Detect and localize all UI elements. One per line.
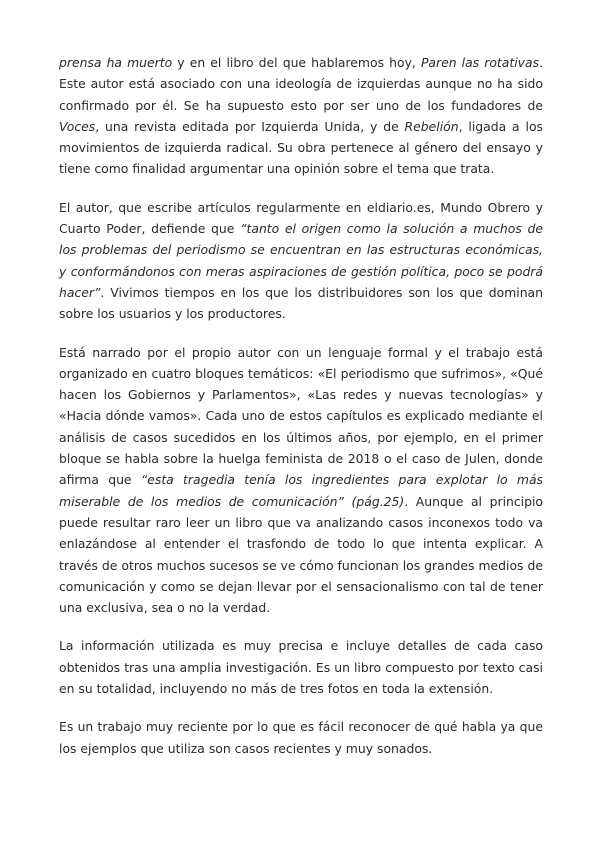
text-segment: , ligada a los movimientos de izquierda radical. Su obra pertenece al género del ensayo y tiene como finalidad argumentar una opinión sobre el tema que trata.	[59, 118, 543, 177]
text-segment: Es un trabajo muy reciente por lo que es fácil reconocer de qué habla ya que los ejemplos que utiliza son casos recientes y muy sonados.	[59, 719, 543, 756]
text-segment: y en el libro del que hablaremos hoy,	[172, 55, 421, 70]
text-segment: Voces	[59, 118, 96, 134]
text-segment: Paren las rotativas	[420, 55, 540, 70]
paragraph-2	[59, 197, 543, 325]
paragraph-3	[59, 342, 543, 619]
text-segment: . Este autor está asociado con una ideología de izquierdas aunque no ha sido confirmado por él. Se ha supuesto esto por ser uno de los fundadores de	[59, 55, 544, 113]
paragraph-4	[59, 635, 543, 699]
paragraph-1	[59, 52, 543, 180]
text-segment: Rebelión	[404, 118, 459, 134]
paragraph-5	[59, 716, 543, 759]
text-segment: . Aunque al principio puede resultar raro leer un libro que va analizando casos inconexos todo va enlazándose al entender el trasfondo de todo lo que intenta explicar. A través de otros muchos sucesos se ve cómo funcionan los grandes medios de comunicación y como se dejan llevar por el sensacionalismo con tal de tener una exclusiva, sea o no la verdad.	[59, 493, 544, 616]
quote-segment: “tanto el origen como la solución a muchos de los problemas del periodismo se encuentran en las estructuras económicas, y conformándonos con meras aspiraciones de gestión política, poco se podrá hacer”	[59, 221, 543, 300]
text-segment: La información utilizada es muy precisa e incluye detalles de cada caso obtenidos tras una amplia investigación. Es un libro compuesto por texto casi en su totalidad, incluyendo no más de tres fotos en toda la extensión.	[59, 638, 543, 697]
text-segment: Está narrado por el propio autor con un lenguaje formal y el trabajo está organizado en cuatro bloques temáticos: «El periodismo que sufrimos», «Qué hacen los Gobiernos y Parlamentos», «Las redes y nuevas tecnologías» y «Hacia dónde vamos». Cada uno de estos capítulos es explicado mediante el análisis de casos sucedidos en los últimos años, por ejemplo, en el primer bloque se habla sobre la huelga feminista de 2018 o el caso de Julen, donde afirma que	[59, 344, 543, 488]
text-segment: , una revista editada por Izquierda Unida, y de	[95, 118, 405, 134]
document-body	[59, 52, 543, 776]
text-segment: El autor, que escribe artículos regularmente en eldiario.es, Mundo Obrero y Cuarto Poder, defiende que	[59, 199, 543, 237]
text-segment: prensa ha muerto	[59, 55, 173, 70]
quote-segment: “esta tragedia tenía los ingredientes para explotar lo más miserable de los medios de comunicación” (pág.25)	[59, 472, 543, 509]
text-segment: . Vivimos tiempos en los que los distribuidores son los que dominan sobre los usuarios y los productores.	[59, 284, 543, 322]
